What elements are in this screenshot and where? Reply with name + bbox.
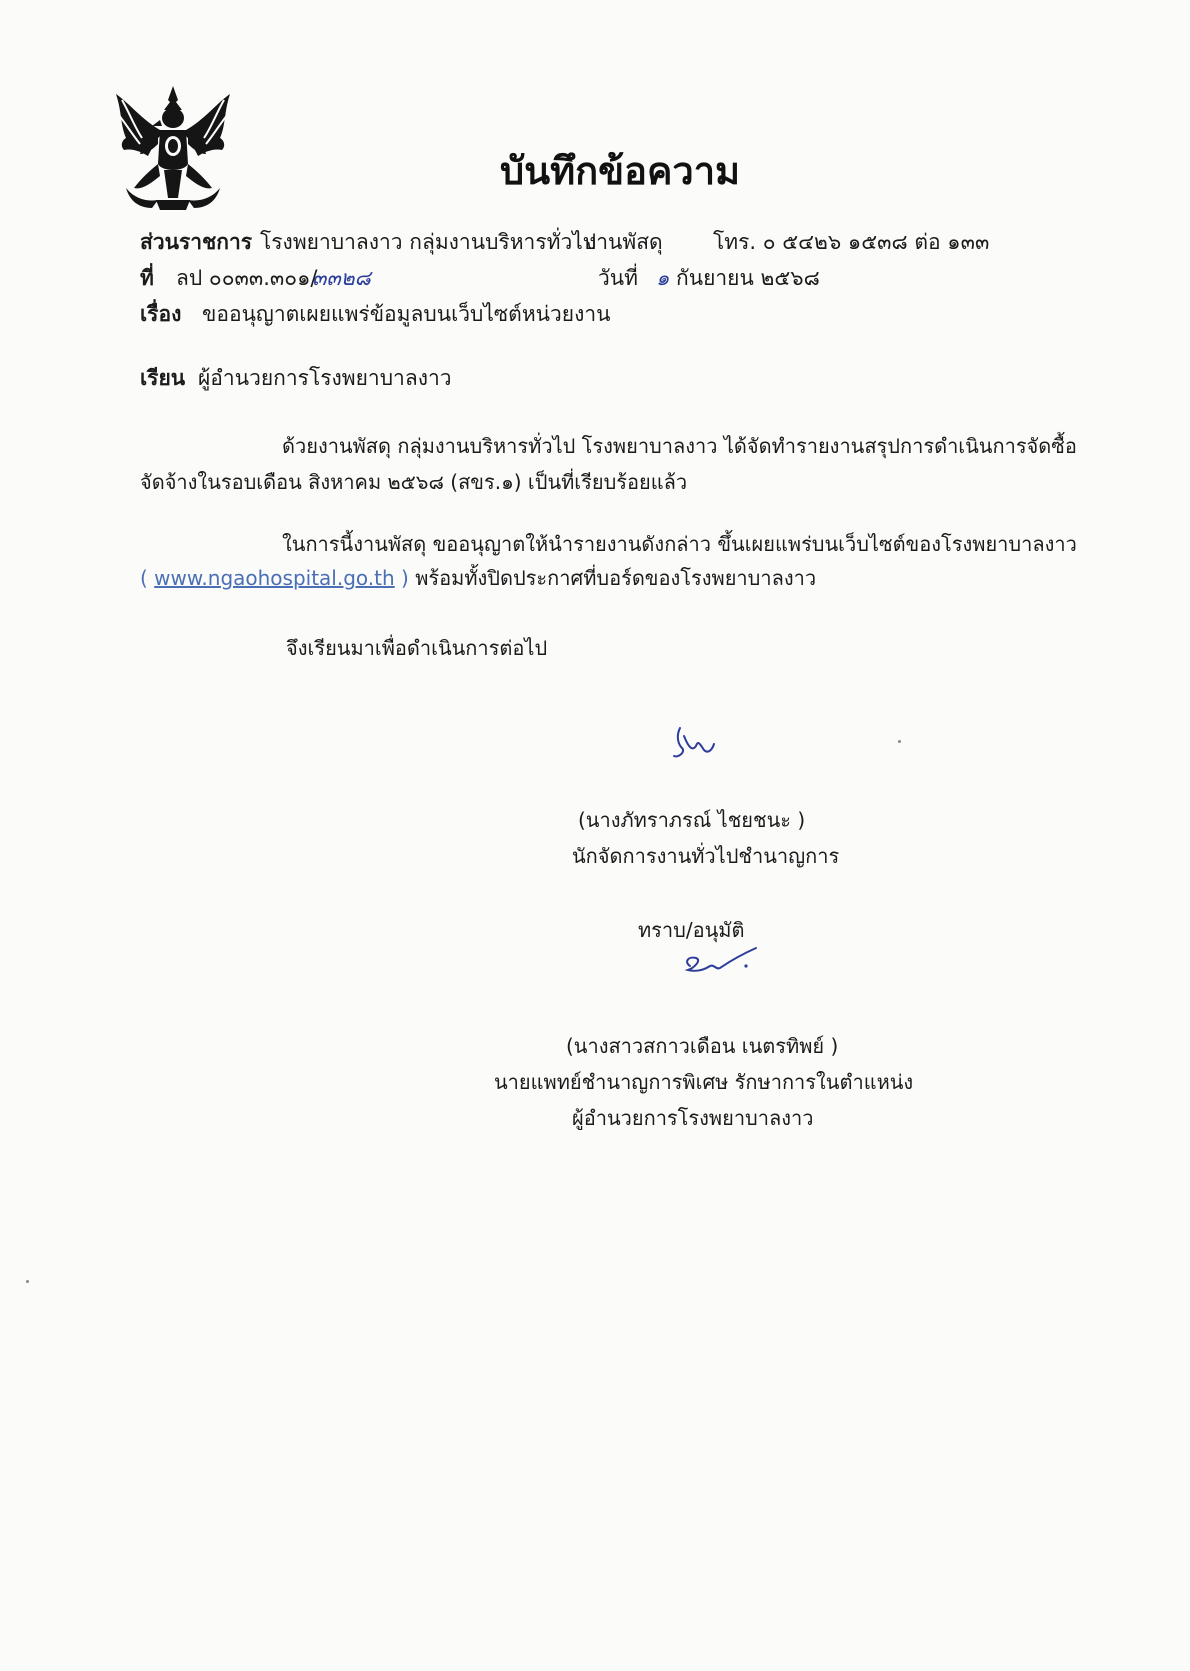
signer2-position-line2: ผู้อำนวยการโรงพยาบาลงาว: [572, 1106, 814, 1130]
date-month-year: กันยายน ๒๕๖๘: [676, 266, 820, 290]
paragraph2-line1: ในการนี้งานพัสดุ ขออนุญาตให้นำรายงานดังกล่าว ขึ้นเผยแพร่บนเว็บไซต์ของโรงพยาบาลงาว: [282, 532, 1077, 556]
agency-label: ส่วนราชการ: [140, 230, 253, 254]
paragraph1-line1: ด้วยงานพัสดุ กลุ่มงานบริหารทั่วไป โรงพยาบาลงาว ได้จัดทำรายงานสรุปการดำเนินการจัดซื้อ: [282, 434, 1077, 458]
signer2-position-line1: นายแพทย์ชำนาญการพิเศษ รักษาการในตำแหน่ง: [494, 1070, 914, 1094]
subject-label: เรื่อง: [140, 302, 182, 326]
url-paren-close: ): [401, 566, 409, 590]
paragraph1-line2: จัดจ้างในรอบเดือน สิงหาคม ๒๕๖๘ (สขร.๑) เป็นที่เรียบร้อยแล้ว: [140, 470, 688, 494]
reference-number: ๓๓๒๘: [312, 266, 371, 290]
reference-prefix: ลป ๐๐๓๓.๓๐๑/: [176, 266, 318, 290]
date-day: ๑: [656, 266, 670, 290]
hospital-website-link[interactable]: www.ngaohospital.go.th: [154, 566, 395, 590]
signer1-position: นักจัดการงานทั่วไปชำนาญการ: [572, 844, 840, 868]
signer1-name: (นางภัทราภรณ์ ไชยชนะ ): [578, 808, 806, 832]
signature-2: [676, 944, 770, 984]
garuda-emblem-icon: [112, 80, 234, 212]
scan-speck: [26, 1280, 29, 1283]
paragraph2-line2-rest: พร้อมทั้งปิดประกาศที่บอร์ดของโรงพยาบาลงาว: [415, 566, 817, 590]
approval-label: ทราบ/อนุมัติ: [638, 918, 745, 942]
subject-value: ขออนุญาตเผยแพร่ข้อมูลบนเว็บไซต์หน่วยงาน: [202, 302, 611, 326]
phone-number: โทร. ๐ ๕๔๒๖ ๑๕๓๘ ต่อ ๑๓๓: [713, 230, 990, 254]
signer2-name: (นางสาวสกาวเดือน เนตรทิพย์ ): [566, 1034, 839, 1058]
unit-name: งานพัสดุ: [586, 230, 663, 254]
salutation-label: เรียน: [140, 366, 186, 390]
agency-value: โรงพยาบาลงาว กลุ่มงานบริหารทั่วไป: [260, 230, 597, 254]
document-title: บันทึกข้อความ: [500, 149, 741, 193]
url-paren-open: (: [140, 566, 148, 590]
date-label: วันที่: [598, 266, 638, 290]
scan-speck: [898, 740, 901, 743]
salutation-value: ผู้อำนวยการโรงพยาบาลงาว: [198, 366, 452, 390]
reference-label: ที่: [140, 266, 154, 290]
signature-1: [670, 722, 720, 762]
closing-line: จึงเรียนมาเพื่อดำเนินการต่อไป: [286, 636, 548, 660]
